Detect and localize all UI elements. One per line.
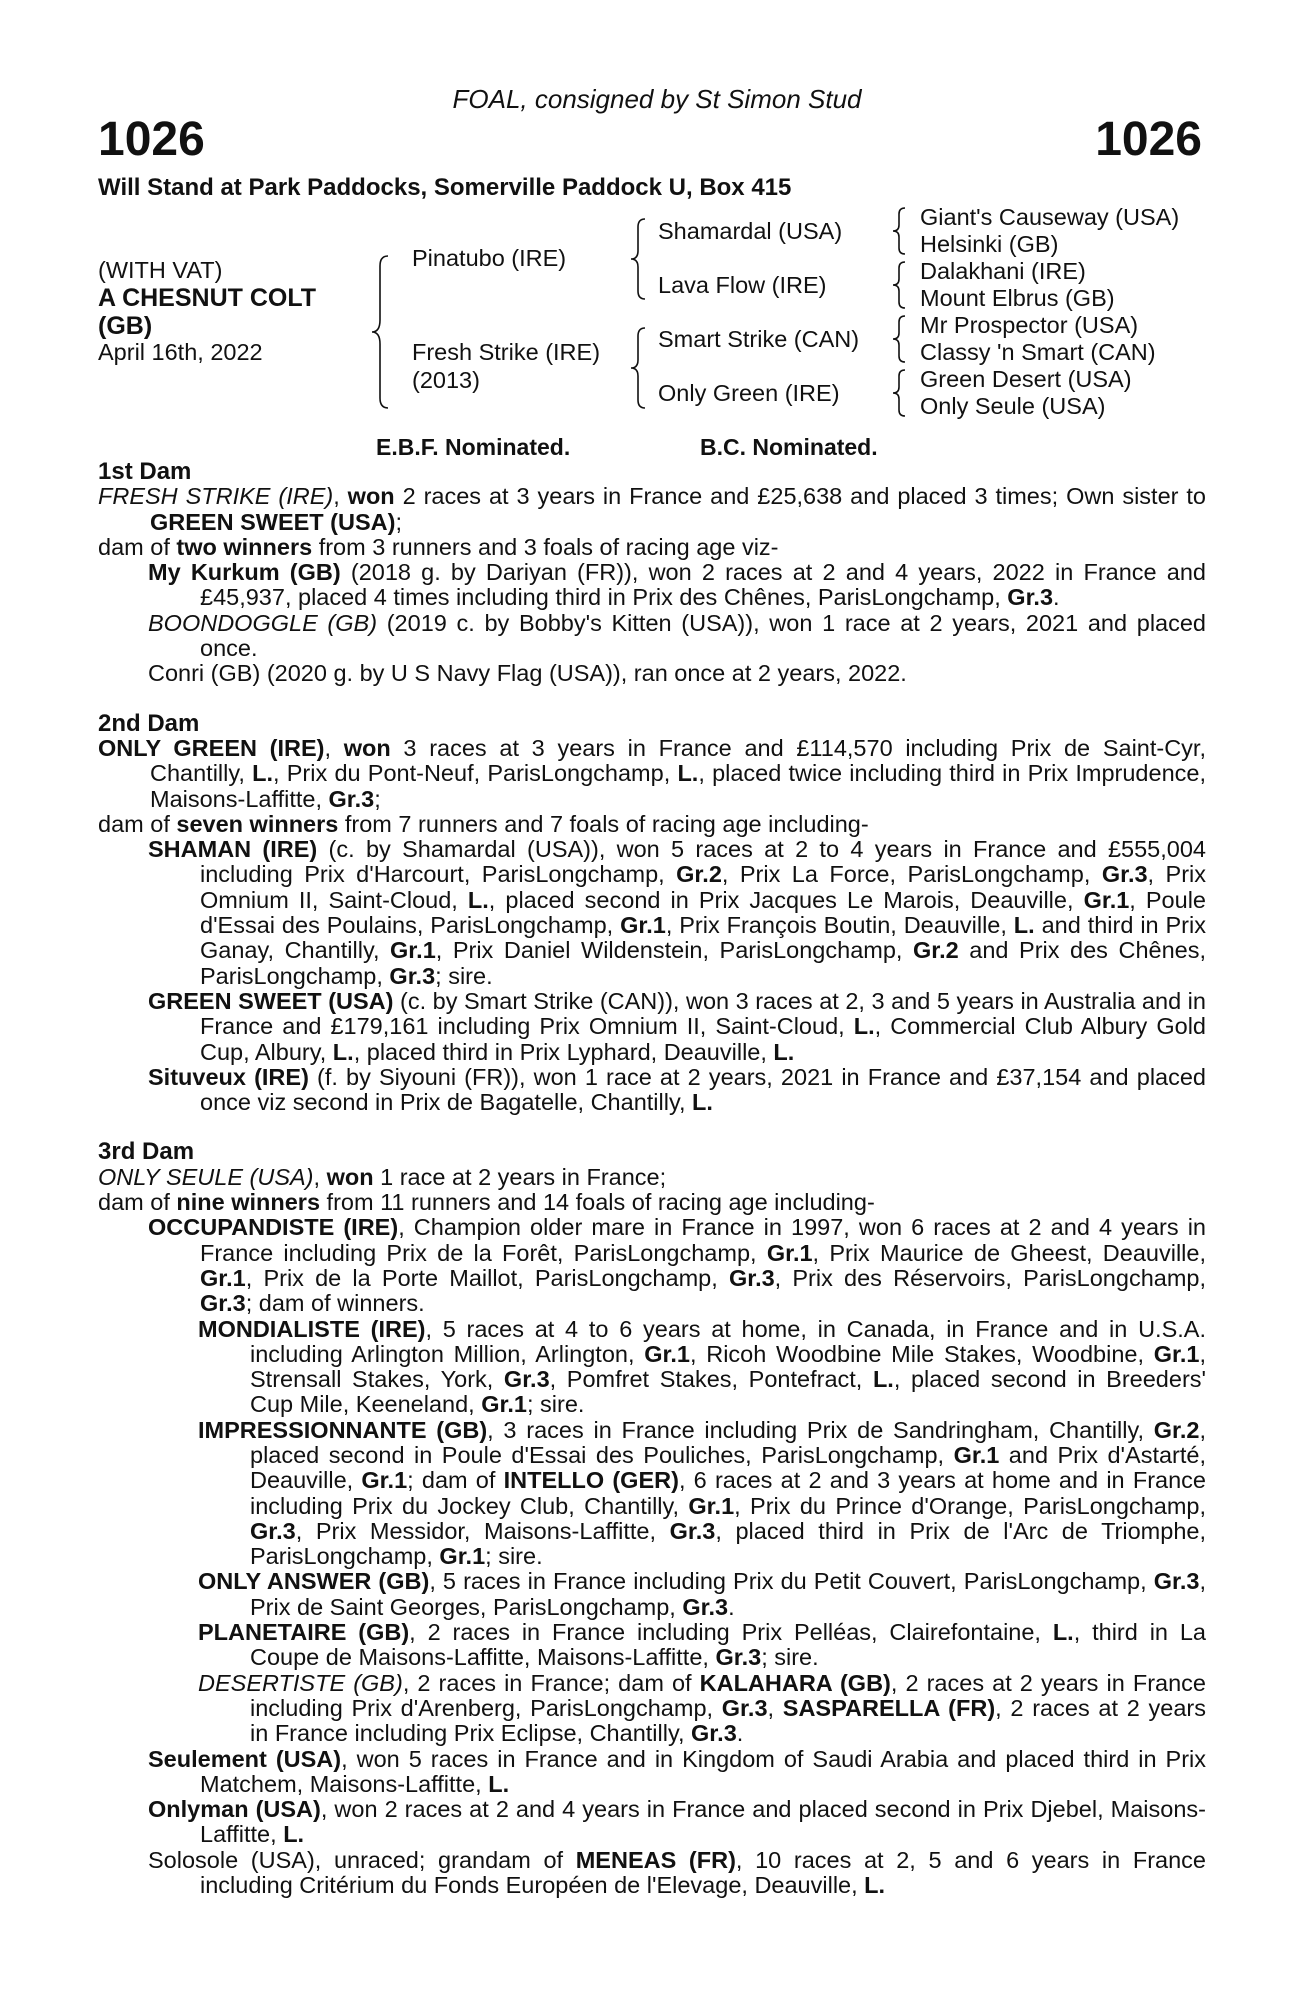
dam-name: FRESH STRIKE (IRE) (98, 483, 334, 510)
sub-produce-entry: PLANETAIRE (GB), 2 races in France including Prix Pelléas, Clairefontaine, L., third in La Coupe de Maisons-Laffitte, Maisons-Laffitte, Gr.3; sire. (198, 1619, 1206, 1671)
sdd: Mount Elbrus (GB) (920, 285, 1115, 311)
dds: Green Desert (USA) (920, 366, 1132, 392)
ddd: Only Seule (USA) (920, 393, 1106, 419)
lot-number-right: 1026 (1095, 113, 1202, 166)
pedigree-brace-dam (629, 326, 651, 410)
vat-status: (WITH VAT) (98, 257, 223, 283)
produce-entry: Seulement (USA), won 5 races in France and in Kingdom of Saudi Arabia and placed third in Prix Matchem, Maisons-Laffitte, L. (148, 1745, 1207, 1797)
pedigree-brace-ss (891, 206, 911, 256)
sire-dam: Lava Flow (IRE) (658, 272, 827, 298)
sire: Pinatubo (IRE) (412, 245, 567, 271)
sss: Giant's Causeway (USA) (920, 204, 1180, 230)
dam-sire: Smart Strike (CAN) (658, 326, 860, 352)
second-dam-heading: 2nd Dam (98, 709, 200, 737)
sub-produce-entry: ONLY ANSWER (GB), 5 races in France including Prix du Petit Couvert, ParisLongchamp, Gr.3, Prix de Saint Georges, ParisLongchamp, Gr.3. (198, 1568, 1206, 1620)
produce-entry: Situveux (IRE) (f. by Siyouni (FR)), won 1 race at 2 years, 2021 in France and £37,154 and placed once viz second in Prix de Bagatelle, Chantilly, L. (148, 1063, 1206, 1116)
lot-number-left: 1026 (98, 113, 205, 166)
sub-produce-entry: IMPRESSIONNANTE (GB), 3 races in France including Prix de Sandringham, Chantilly, Gr.2, placed second in Poule d'Essai des Pouliches, ParisLongchamp, Gr.1 and Prix d'Astarté, Deauville, Gr.1; dam of INTELLO (GER), 6 races at 2 and 3 years at home and in France including Prix du Jockey Club, Chantilly, Gr.1, Prix du Prince d'Orange, ParisLongchamp, Gr.3, Prix Messidor, Maisons-Laffitte, Gr.3, placed third in Prix de l'Arc de Triomphe, ParisLongchamp, Gr.1; sire. (198, 1416, 1207, 1570)
consignor-line: FOAL, consigned by St Simon Stud (452, 84, 862, 114)
ssd: Helsinki (GB) (920, 231, 1059, 257)
first-dam-heading: 1st Dam (98, 458, 192, 485)
produce-entry: Onlyman (USA), won 2 races at 2 and 4 years in France and placed second in Prix Djebel, Maisons-Laffitte, L. (148, 1796, 1206, 1848)
produce-entry: Conri (GB) (2020 g. by U S Navy Flag (USA)), ran once at 2 years, 2022. (148, 660, 907, 687)
produce-entry: OCCUPANDISTE (IRE), Champion older mare in France in 1997, won 6 races at 2 and 4 years in France including Prix de la Forêt, ParisLongchamp, Gr.1, Prix Maurice de Gheest, Deauville, Gr.1, Prix de la Porte Maillot, ParisLongchamp, Gr.3, Prix des Réservoirs, ParisLongchamp, Gr.3; dam of winners. (148, 1214, 1207, 1317)
produce-entry: Solosole (USA), unraced; grandam of MENEAS (FR), 10 races at 2, 5 and 6 years in France including Critérium du Fonds Européen de l'Elevage, Deauville, L. (148, 1846, 1206, 1899)
produce-entry: GREEN SWEET (USA) (c. by Smart Strike (CAN)), won 3 races at 2, 3 and 5 years in Australia and in France and £179,161 including Prix Omnium II, Saint-Cloud, L., Commercial Club Albury Gold Cup, Albury, L., placed third in Prix Lyphard, Deauville, L. (148, 987, 1207, 1065)
dsd: Classy 'n Smart (CAN) (920, 339, 1156, 365)
dam: Fresh Strike (IRE) (412, 339, 601, 365)
horse-country: (GB) (98, 312, 153, 340)
produce-entry: My Kurkum (GB) (2018 g. by Dariyan (FR)), won 2 races at 2 and 4 years, 2022 in France and £45,937, placed 4 times including third in Prix des Chênes, ParisLongchamp, Gr.3. (148, 559, 1206, 611)
sds: Dalakhani (IRE) (920, 258, 1086, 284)
third-dam-produce: dam of nine winners from 11 runners and 14 foals of racing age including- (98, 1189, 875, 1216)
horse-description: A CHESNUT COLT (98, 284, 317, 312)
produce-entry: SHAMAN (IRE) (c. by Shamardal (USA)), won 5 races at 2 to 4 years in France and £555,004 including Prix d'Harcourt, ParisLongchamp, Gr.2, Prix La Force, ParisLongchamp, Gr.3, Prix Omnium II, Saint-Cloud, L., placed second in Prix Jacques Le Marois, Deauville, Gr.1, Poule d'Essai des Poulains, ParisLongchamp, Gr.1, Prix François Boutin, Deauville, L. and third in Prix Ganay, Chantilly, Gr.1, Prix Daniel Wildenstein, ParisLongchamp, Gr.2 and Prix des Chênes, ParisLongchamp, Gr.3; sire. (148, 836, 1207, 989)
third-dam-line: ONLY SEULE (USA), won 1 race at 2 years in France; (98, 1163, 667, 1190)
first-dam-line: FRESH STRIKE (IRE), won 2 races at 3 years in France and £25,638 and placed 3 times; Own sister to GREEN SWEET (USA); (98, 483, 1206, 535)
bc-nomination: B.C. Nominated. (700, 434, 878, 460)
pedigree-brace-sd (891, 260, 911, 310)
third-dam-heading: 3rd Dam (98, 1138, 195, 1166)
pedigree-brace-main (370, 254, 394, 410)
first-dam-produce: dam of two winners from 3 runners and 3 foals of racing age viz- (98, 533, 779, 560)
second-dam-line: ONLY GREEN (IRE), won 3 races at 3 years in France and £114,570 including Prix de Saint-Cyr, Chantilly, L., Prix du Pont-Neuf, ParisLongchamp, L., placed twice including third in Prix Imprudence, Maisons-Laffitte, Gr.3; (98, 734, 1206, 812)
second-dam-produce: dam of seven winners from 7 runners and 7 foals of racing age including- (98, 810, 869, 837)
sire-sire: Shamardal (USA) (658, 218, 843, 244)
foaling-date: April 16th, 2022 (98, 339, 263, 365)
sub-produce-entry: MONDIALISTE (IRE), 5 races at 4 to 6 years at home, in Canada, in France and in U.S.A. including Arlington Million, Arlington, Gr.1, Ricoh Woodbine Mile Stakes, Woodbine, Gr.1, Strensall Stakes, York, Gr.3, Pomfret Stakes, Pontefract, L., placed second in Breeders' Cup Mile, Keeneland, Gr.1; sire. (198, 1315, 1207, 1418)
produce-entry: BOONDOGGLE (GB) (2019 c. by Bobby's Kitten (USA)), won 1 race at 2 years, 2021 and placed once. (148, 609, 1206, 662)
pedigree-brace-ds (891, 314, 911, 364)
sub-produce-entry: DESERTISTE (GB), 2 races in France; dam of KALAHARA (GB), 2 races at 2 years in France including Prix d'Arenberg, ParisLongchamp, Gr.3, SASPARELLA (FR), 2 races at 2 years in France including Prix Eclipse, Chantilly, Gr.3. (198, 1669, 1207, 1747)
dam-dam: Only Green (IRE) (658, 380, 840, 406)
stabling-location: Will Stand at Park Paddocks, Somerville Paddock U, Box 415 (98, 174, 792, 201)
pedigree-brace-sire (629, 217, 651, 301)
pedigree-brace-dd (891, 368, 911, 418)
ebf-nomination: E.B.F. Nominated. (376, 434, 571, 460)
dam-year: (2013) (412, 367, 480, 393)
catalogue-body (98, 459, 1206, 1898)
dss: Mr Prospector (USA) (920, 312, 1139, 338)
